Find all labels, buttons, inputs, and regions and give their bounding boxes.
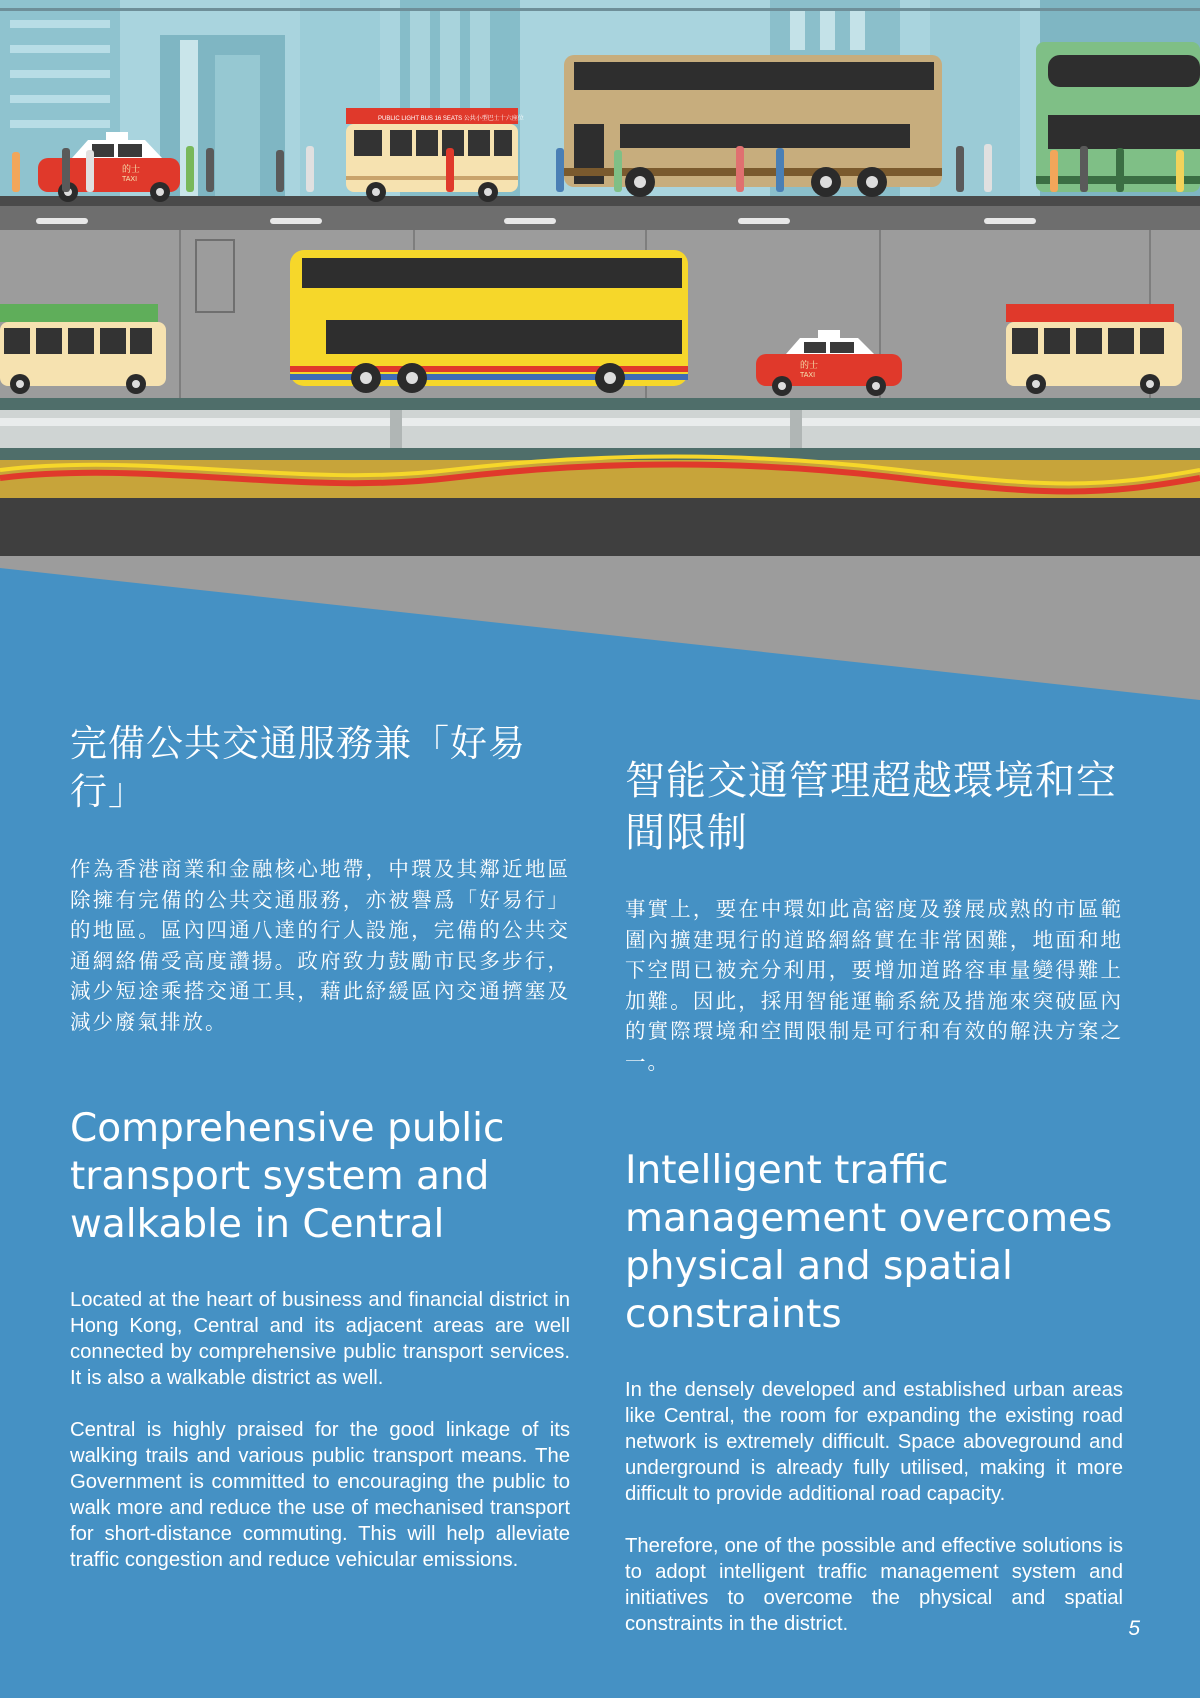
zh-body-intelligent-traffic: 事實上，要在中環如此高密度及發展成熟的市區範圍內擴建現行的道路網絡實在非常困難，地面和地下空間已被充分利用，要增加道路容車量變得難上加難。因此，採用智能運輸系統及措施來突破區內的實際環境和空間限制是可行和有效的解決方案之一。: [625, 897, 1123, 1074]
svg-text:的士: 的士: [800, 361, 819, 371]
svg-text:TAXI: TAXI: [800, 372, 816, 379]
zh-body-public-transport: 作為香港商業和金融核心地帶，中環及其鄰近地區除擁有完備的公共交通服務，亦被譽爲「好易行」的地區。區內四通八達的行人設施，完備的公共交通網絡備受高度讚揚。政府致力鼓勵市民多步行，減少短途乘搭交通工具，藉此紓緩區內交通擠塞及減少廢氣排放。: [70, 857, 570, 1034]
right-column: [625, 755, 1123, 1637]
double-decker-bus-yellow: [290, 250, 688, 393]
street-illustration: [0, 0, 1200, 700]
en-body-paragraph-1: Located at the heart of business and financial district in Hong Kong, Central and its adjacent areas are well connected by comprehensive public transport services. It is also a walkable district as well.: [70, 1289, 570, 1389]
left-column: [70, 720, 570, 1573]
zh-heading-public-transport: 完備公共交通服務兼「好易行」: [70, 722, 526, 813]
svg-text:的士: 的士: [122, 165, 141, 175]
minibus-lower-right: [1006, 304, 1182, 394]
en-heading-intelligent-traffic: Intelligent traffic management overcomes physical and spatial constraints: [625, 1148, 1113, 1337]
minibus-upper: [346, 108, 524, 202]
en-body-paragraph-3: In the densely developed and established urban areas like Central, the room for expanding the existing road network is extremely difficult. Space aboveground and underground is already fully utilised, making it more difficult to provide additional road capacity.: [625, 1379, 1123, 1505]
en-body-paragraph-4: Therefore, one of the possible and effective solutions is to adopt intelligent traffic management system and initiatives to overcome the physical and spatial constraints in the district.: [625, 1535, 1123, 1635]
base-strip: [0, 498, 1200, 556]
minibus-lower-left: [0, 304, 166, 394]
zh-heading-intelligent-traffic: 智能交通管理超越環境和空間限制: [625, 758, 1117, 856]
road-edge: [0, 398, 1200, 410]
diagonal-grey: [0, 556, 1200, 700]
svg-text:TAXI: TAXI: [122, 176, 138, 183]
en-body-paragraph-2: Central is highly praised for the good linkage of its walking trails and various public transport means. The Government is committed to encouraging the public to walk more and reduce the use of mechanised transport for short-distance commuting. This will help alleviate traffic congestion and reduce vehicular emissions.: [70, 1419, 570, 1571]
page-number: 5: [1128, 1617, 1140, 1640]
en-heading-public-transport: Comprehensive public transport system and walkable in Central: [70, 1106, 505, 1247]
upper-sidewalk: [0, 196, 1200, 206]
guard-rail: [0, 410, 1200, 448]
svg-text:PUBLIC LIGHT BUS 16 SEATS 公共小: PUBLIC LIGHT BUS 16 SEATS 公共小型巴士十六座位: [378, 116, 524, 122]
